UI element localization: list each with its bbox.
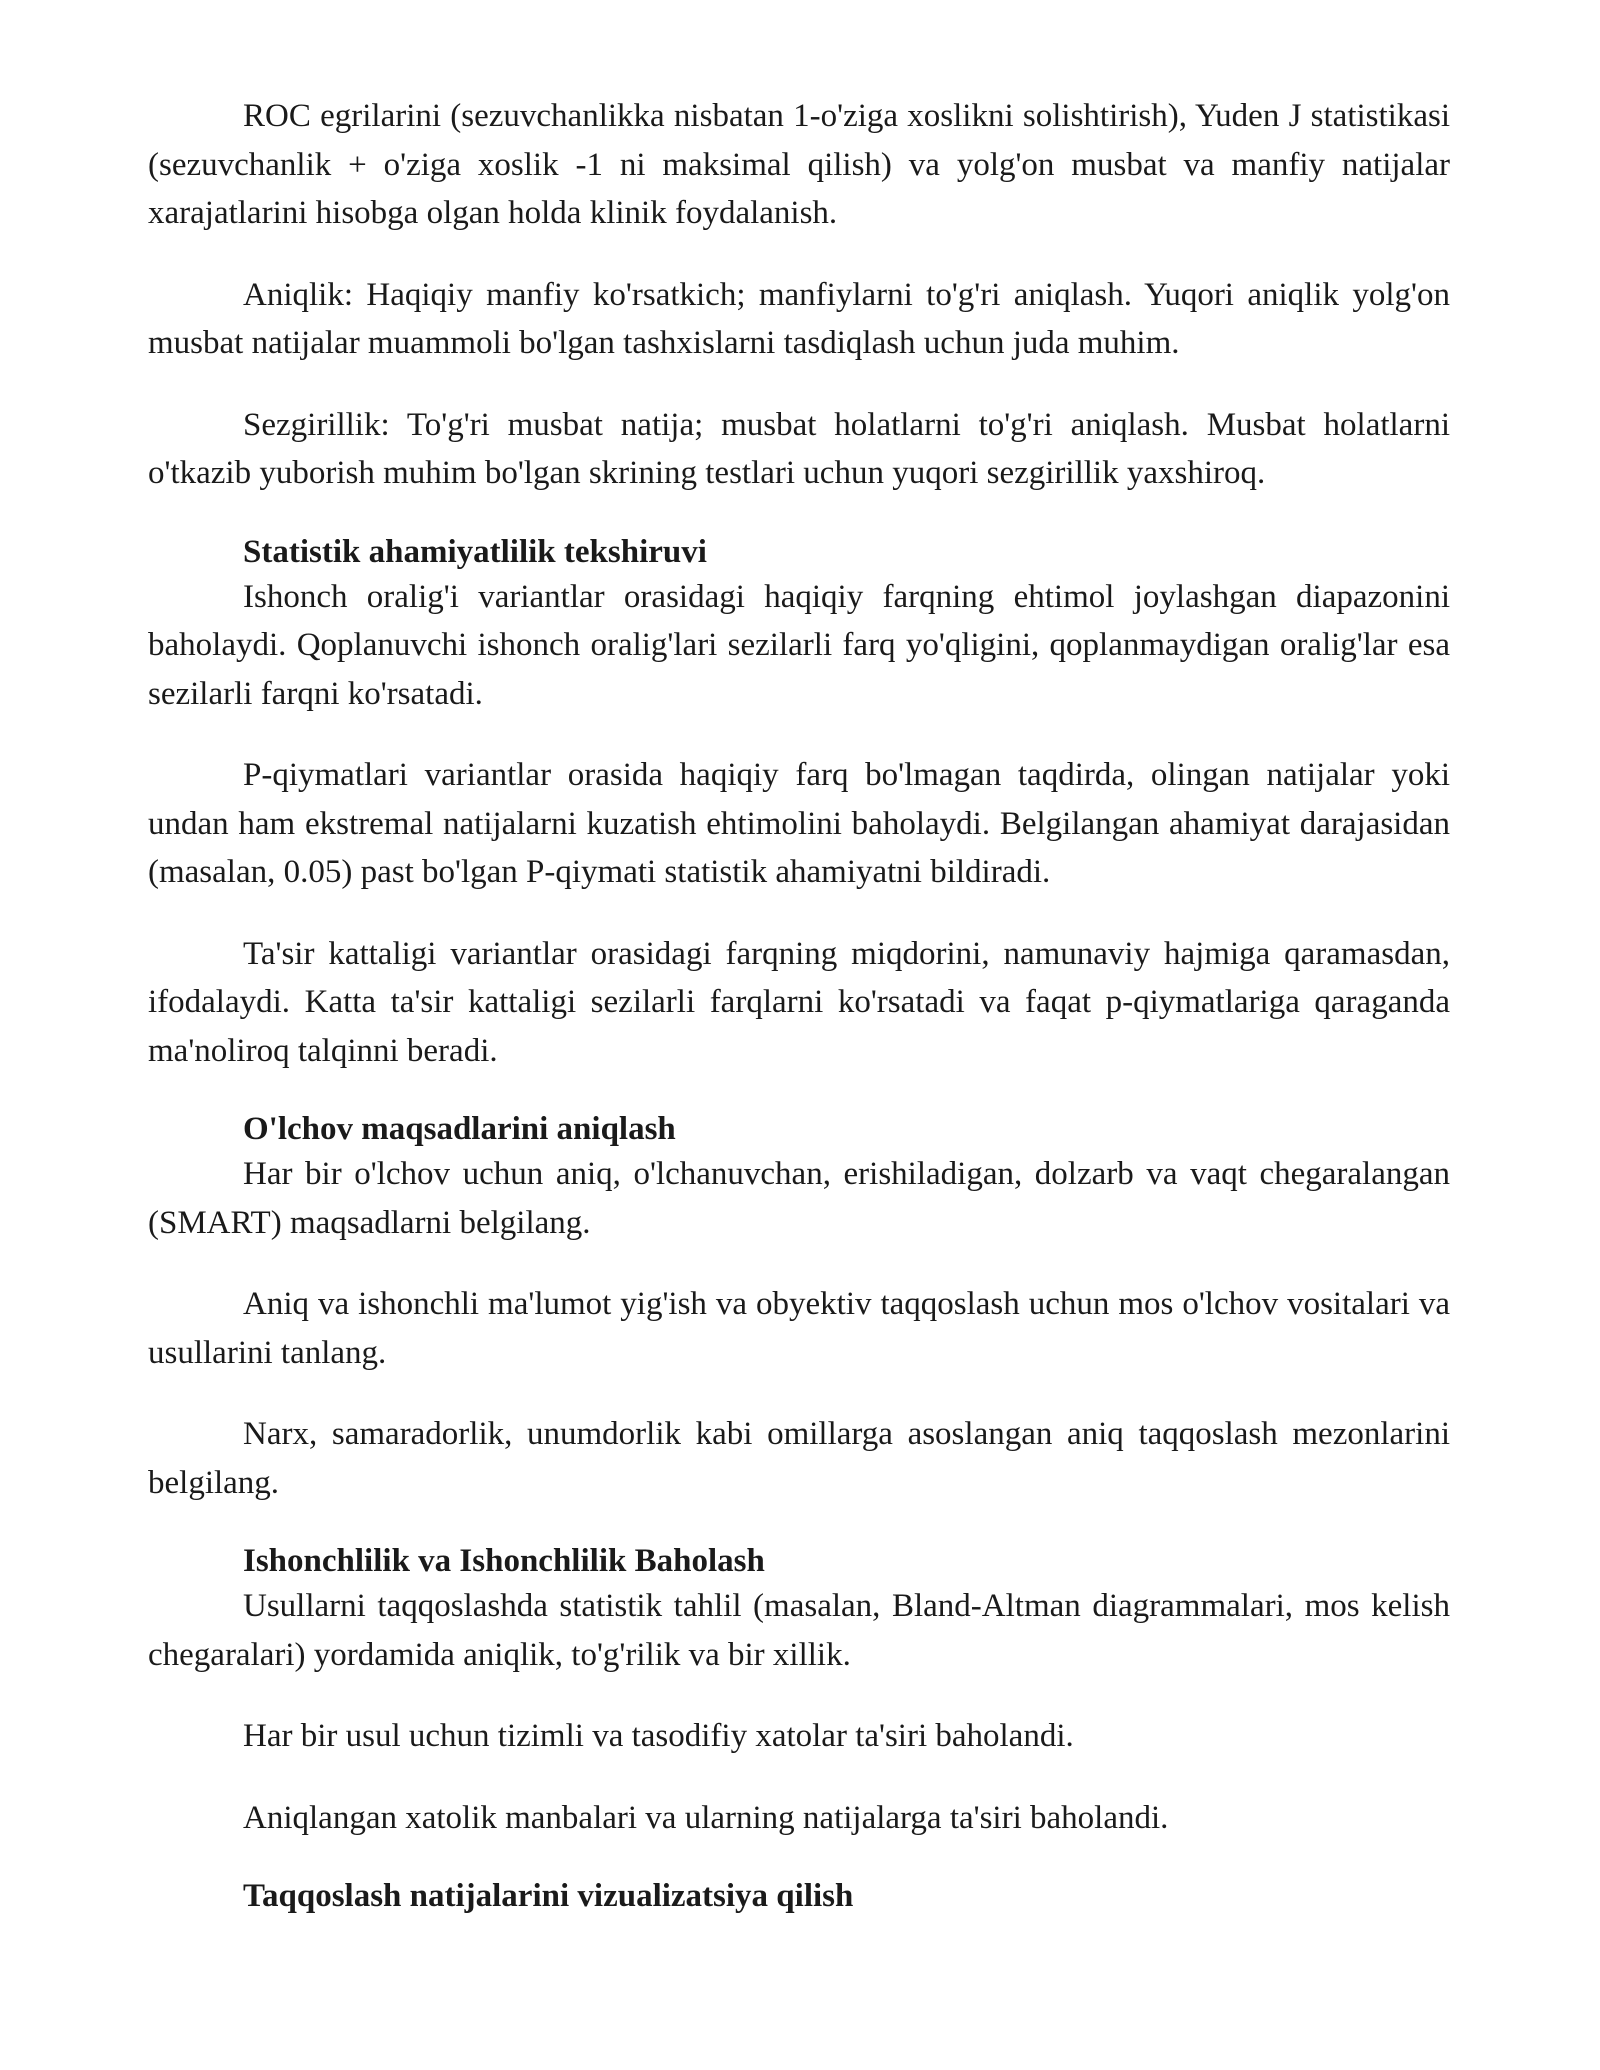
paragraph-sensitivity: Sezgirillik: To'g'ri musbat natija; musbat holatlarni to'g'ri aniqlash. Musbat holatlarni o'tkazib yuborish muhim bo'lgan skrining testlari uchun yuqori sezgirillik yaxshiroq.: [148, 406, 1450, 491]
heading-statistical-significance: Statistik ahamiyatlilik tekshiruvi: [243, 533, 707, 570]
heading-results-visualization: Taqqoslash natijalarini vizualizatsiya qilish: [243, 1878, 854, 1914]
paragraph-smart-goals: Har bir o'lchov uchun aniq, o'lchanuvchan, erishiladigan, dolzarb va vaqt chegaralangan (SMART) maqsadlarni belgilang.: [148, 1156, 1450, 1241]
paragraph-systematic-errors: Har bir usul uchun tizimli va tasodifiy xatolar ta'siri baholandi.: [243, 1718, 1074, 1754]
paragraph-roc-curves: ROC egrilarini (sezuvchanlikka nisbatan 1-o'ziga xoslikni solishtirish), Yuden J statistikasi (sezuvchanlik + o'ziga xoslik -1 ni maksimal qilish) va yolg'on musbat va manfiy natijalar xarajatlarini hisobga olgan holda klinik foydalanish.: [148, 98, 1450, 231]
heading-reliability-assessment: Ishonchlilik va Ishonchlilik Baholash: [243, 1543, 765, 1579]
heading-measurement-goals: O'lchov maqsadlarini aniqlash: [243, 1111, 676, 1147]
document-page: [148, 92, 1450, 1917]
paragraph-effect-size: Ta'sir kattaligi variantlar orasidagi farqning miqdorini, namunaviy hajmiga qaramasdan, ifodalaydi. Katta ta'sir kattaligi sezilarli farqlarni ko'rsatadi va faqat p-qiymatlariga qaraganda ma'noliroq talqinni beradi.: [148, 935, 1450, 1069]
paragraph-method-comparison: Usullarni taqqoslashda statistik tahlil (masalan, Bland-Altman diagrammalari, mos kelish chegaralari) yordamida aniqlik, to'g'rilik va bir xillik.: [148, 1588, 1450, 1673]
paragraph-p-values: P-qiymatlari variantlar orasida haqiqiy farq bo'lmagan taqdirda, olingan natijalar yoki undan ham ekstremal natijalarni kuzatish ehtimolini baholaydi. Belgilangan ahamiyat darajasidan (masalan, 0.05) past bo'lgan P-qiymati statistik ahamiyatni bildiradi.: [148, 757, 1450, 890]
paragraph-specificity: Aniqlik: Haqiqiy manfiy ko'rsatkich; manfiylarni to'g'ri aniqlash. Yuqori aniqlik yolg'on musbat natijalar muammoli bo'lgan tashxislarni tasdiqlash uchun juda muhim.: [148, 276, 1450, 361]
paragraph-confidence-interval: Ishonch oralig'i variantlar orasidagi haqiqiy farqning ehtimol joylashgan diapazonini baholaydi. Qoplanuvchi ishonch oralig'lari sezilarli farq yo'qligini, qoplanmaydigan oralig'lar esa sezilarli farqni ko'rsatadi.: [148, 578, 1450, 712]
paragraph-error-sources: Aniqlangan xatolik manbalari va ularning natijalarga ta'siri baholandi.: [243, 1799, 1169, 1836]
paragraph-measurement-tools: Aniq va ishonchli ma'lumot yig'ish va obyektiv taqqoslash uchun mos o'lchov vositalari va usullarini tanlang.: [148, 1286, 1450, 1371]
paragraph-comparison-criteria: Narx, samaradorlik, unumdorlik kabi omillarga asoslangan aniq taqqoslash mezonlarini belgilang.: [148, 1416, 1450, 1501]
